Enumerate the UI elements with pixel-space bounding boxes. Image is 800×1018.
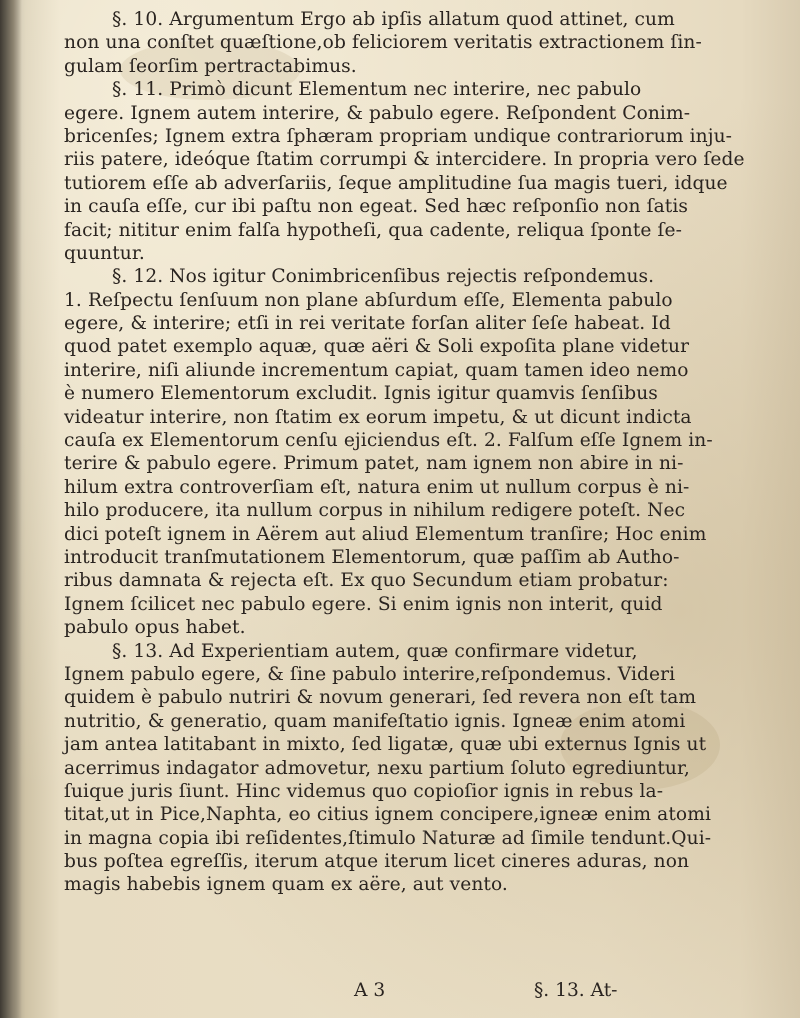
text-line: in magna copia ibi reſidentes,ſtimulo Naturæ ad ſimile tendunt.Qui- xyxy=(64,827,712,849)
catchword: §. 13. At- xyxy=(534,980,618,1001)
text-line: §. 10. Argumentum Ergo ab ipſis allatum quod attinet, cum xyxy=(112,9,675,30)
text-line: magis habebis ignem quam ex aëre, aut vento. xyxy=(64,874,508,896)
text-line: §. 12. Nos igitur Conimbricenſibus rejectis reſpondemus. xyxy=(112,266,655,288)
text-line: §. 13. Ad Experientiam autem, quæ confirmare videtur, xyxy=(112,640,638,662)
text-line: nutritio, & generatio, quam manifeſtatio ignis. Igneæ enim atomi xyxy=(64,710,686,732)
text-line: egere. Ignem autem interire, & pabulo egere. Reſpondent Conim- xyxy=(64,102,691,124)
text-line: non una conſtet quæſtione,ob feliciorem veritatis extractionem ſin- xyxy=(64,32,702,54)
text-line: pabulo opus habet. xyxy=(64,617,246,639)
text-line: ſuique juris ſiunt. Hinc videmus quo copioſior ignis in rebus la- xyxy=(64,780,664,802)
text-line: quuntur. xyxy=(64,242,145,264)
text-line: quidem è pabulo nutriri & novum generari, ſed revera non eſt tam xyxy=(64,687,697,709)
text-line: è numero Elementorum excludit. Ignis igitur quamvis ſenſibus xyxy=(64,383,658,405)
text-line: ribus damnata & rejecta eſt. Ex quo Secundum etiam probatur: xyxy=(64,570,669,592)
book-spine-shadow xyxy=(0,0,22,1018)
text-line: titat,ut in Pice,Naphta, eo citius ignem concipere,igneæ enim atomi xyxy=(64,804,711,826)
text-line: acerrimus indagator admovetur, nexu partium ſoluto egrediuntur, xyxy=(64,757,690,779)
text-line: quod patet exemplo aquæ, quæ aëri & Soli expoſita plane videtur xyxy=(64,336,690,358)
text-line: bricenſes; Ignem extra ſphæram propriam undique contrariorum inju- xyxy=(64,125,733,147)
text-line: §. 11. Primò dicunt Elementum nec interire, nec pabulo xyxy=(112,79,642,101)
text-line: in cauſa eſſe, cur ibi paſtu non egeat. Sed hæc reſponſio non ſatis xyxy=(64,196,689,218)
text-line: facit; nititur enim falſa hypotheſi, qua cadente, reliqua ſponte ſe- xyxy=(64,219,683,241)
signature-mark: A 3 xyxy=(354,980,386,1001)
text-line: dici poteſt ignem in Aërem aut aliud Elementum tranſire; Hoc enim xyxy=(64,523,707,545)
text-line: Ignem pabulo egere, & ſine pabulo interire,reſpondemus. Videri xyxy=(64,663,676,685)
text-line: riis patere, ideóque ſtatim corrumpi & intercidere. In propria vero ſede xyxy=(64,149,745,171)
page-text xyxy=(64,8,754,897)
text-line: terire & pabulo egere. Primum patet, nam ignem non abire in ni- xyxy=(64,453,684,475)
text-line: tutiorem eſſe ab adverſariis, ſeque amplitudine ſua magis tueri, idque xyxy=(64,172,728,194)
text-line: videatur interire, non ſtatim ex eorum impetu, & ut dicunt indicta xyxy=(64,406,692,428)
text-line: bus poſtea egreſſis, iterum atque iterum licet cineres aduras, non xyxy=(64,851,690,873)
text-line: cauſa ex Elementorum cenſu ejiciendus eſt. 2. Falſum eſſe Ignem in- xyxy=(64,430,713,452)
page-footer xyxy=(64,980,754,1004)
text-line: egere, & interire; etſi in rei veritate forſan aliter ſeſe habeat. Id xyxy=(64,313,671,335)
text-line: interire, niſi aliunde incrementum capiat, quam tamen ideo nemo xyxy=(64,359,689,381)
text-line: introducit tranſmutationem Elementorum, quæ paſſim ab Autho- xyxy=(64,546,680,568)
text-line: hilo producere, ita nullum corpus in nihilum redigere poteſt. Nec xyxy=(64,500,686,522)
text-line: jam antea latitabant in mixto, ſed ligatæ, quæ ubi externus Ignis ut xyxy=(64,734,707,756)
text-line: 1. Reſpectu ſenſuum non plane abſurdum eſſe, Elementa pabulo xyxy=(64,289,673,311)
text-line: gulam ſeorſim pertractabimus. xyxy=(64,55,357,77)
text-line: hilum extra controverſiam eſt, natura enim ut nullum corpus è ni- xyxy=(64,476,690,498)
text-line: Ignem ſcilicet nec pabulo egere. Si enim ignis non interit, quid xyxy=(64,593,663,615)
